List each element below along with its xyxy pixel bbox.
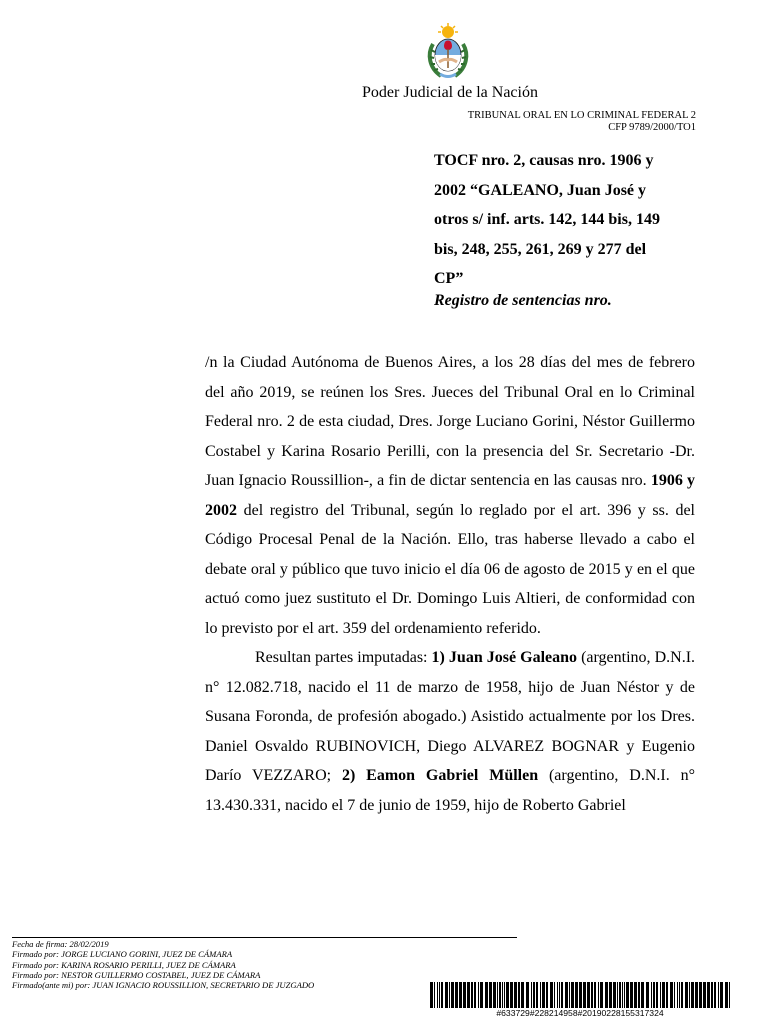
footer-divider	[12, 937, 517, 938]
case-number: CFP 9789/2000/TO1	[608, 122, 696, 133]
body-text-run: (argentino, D.N.I. n° 12.082.718, nacido el 11 de marzo de 1958, hijo de Juan Néstor y de Susana Foronda, de profesión abogado.) Asistido actualmente por los Dres. Daniel Osvaldo RUBINOVICH, Diego ALVAREZ BOGNAR y Eugenio Darío VEZZARO;	[205, 649, 696, 784]
signature-line: Firmado por: KARINA ROSARIO PERILLI, JUEZ DE CÁMARA	[12, 959, 236, 970]
case-title-line: TOCF nro. 2, causas nro. 1906 y	[434, 152, 654, 169]
case-title-line: bis, 248, 255, 261, 269 y 277 del	[434, 240, 647, 258]
case-title-line: CP”	[434, 270, 464, 287]
barcode-icon	[430, 982, 730, 1008]
case-title-line: otros s/ inf. arts. 142, 144 bis, 149	[434, 211, 660, 228]
signature-line: Firmado(ante mi) por: JUAN IGNACIO ROUSSILLION, SECRETARIO DE JUZGADO	[12, 980, 315, 991]
signature-line: Firmado por: JORGE LUCIANO GORINI, JUEZ DE CÁMARA	[12, 949, 233, 960]
signature-block	[12, 939, 314, 990]
case-title	[434, 146, 696, 294]
body-paragraph	[205, 643, 695, 820]
body-bold-run: 1) Juan José Galeano	[431, 649, 578, 666]
body-bold-run: 2) Eamon Gabriel Müllen	[341, 767, 539, 784]
tribunal-name: TRIBUNAL ORAL EN LO CRIMINAL FEDERAL 2	[467, 110, 696, 121]
body-text-run: del registro del Tribunal, según lo reglado por el art. 396 y ss. del Código Procesal Penal de la Nación. Ello, tras haberse llevado a cabo el debate oral y público que tuvo inicio el día 06 de agosto de 2015 y en el que actuó como juez sustituto el Dr. Domingo Luis Altieri, de conformidad con lo previsto por el art. 359 del ordenamiento referido.	[205, 501, 695, 637]
body-paragraph	[205, 348, 695, 643]
signature-line: Fecha de firma: 28/02/2019	[12, 939, 109, 949]
signature-line: Firmado por: NESTOR GUILLERMO COSTABEL, JUEZ DE CÁMARA	[12, 969, 261, 980]
document-body	[205, 348, 695, 820]
body-bold-run: 1906 y 2002	[205, 472, 696, 519]
argentina-coat-of-arms-icon	[425, 22, 471, 82]
body-text-run: (argentino, D.N.I. n° 13.430.331, nacido el 7 de junio de 1959, hijo de Roberto Gabriel	[205, 767, 695, 814]
barcode-number: #633729#228214958#20190228155317324	[496, 1008, 664, 1018]
body-text-run: /n la Ciudad Autónoma de Buenos Aires, a los 28 días del mes de febrero del año 2019, se reúnen los Sres. Jueces del Tribunal Oral en lo Criminal Federal nro. 2 de esta ciudad, Dres. Jorge Luciano Gorini, Néstor Guillermo Costabel y Karina Rosario Perilli, con la presencia del Sr. Secretario -Dr. Juan Ignacio Roussillion-, a fin de dictar sentencia en las causas nro.	[205, 354, 695, 489]
sentence-registry-label: Registro de sentencias nro.	[434, 292, 612, 309]
case-title-line: 2002 “GALEANO, Juan José y	[434, 181, 647, 199]
body-text-run: Resultan partes imputadas:	[255, 649, 432, 666]
court-name: Poder Judicial de la Nación	[362, 84, 538, 101]
